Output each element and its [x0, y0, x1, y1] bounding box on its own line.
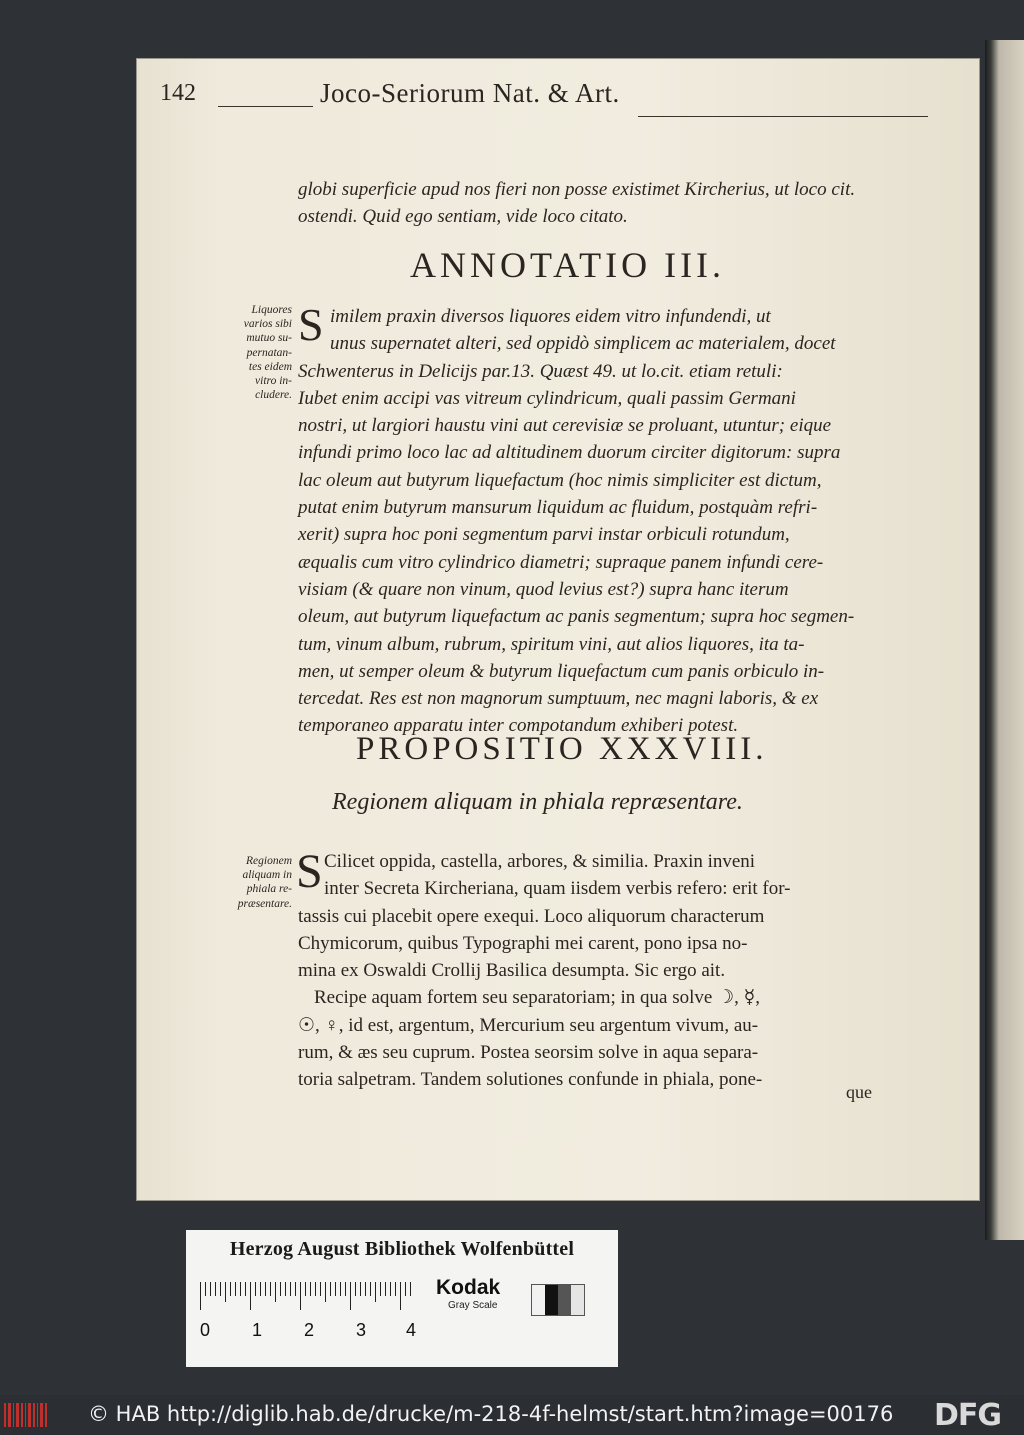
ruler-tick — [330, 1282, 331, 1296]
ruler-tick — [275, 1282, 276, 1302]
facing-page-edge — [985, 40, 1024, 1240]
text-line: infundi primo loco lac ad altitudinem duorum circiter digitorum: supra — [298, 442, 841, 464]
text-line: æqualis cum vitro cylindrico diametri; supraque panem infundi cere- — [298, 551, 824, 573]
ruler-tick — [340, 1282, 341, 1296]
ruler-tick — [290, 1282, 291, 1296]
ruler-tick — [375, 1282, 376, 1302]
text-line: Cilicet oppida, castella, arbores, & similia. Praxin inveni — [324, 851, 756, 872]
ruler-tick — [395, 1282, 396, 1296]
margin-note-regionem — [200, 854, 292, 911]
text-line: ☉, ♀, id est, argentum, Mercurium seu argentum vivum, au- — [298, 1014, 759, 1036]
ruler-tick — [230, 1282, 231, 1296]
ruler-tick — [225, 1282, 226, 1302]
subheading: Regionem aliquam in phiala repræsentare. — [332, 789, 743, 815]
propositio-first-lines — [324, 848, 910, 903]
text-line: ostendi. Quid ego sentiam, vide loco citato. — [298, 206, 628, 228]
ruler-tick — [345, 1282, 346, 1296]
ruler-tick — [265, 1282, 266, 1296]
ruler-tick — [270, 1282, 271, 1296]
page-header — [160, 80, 780, 116]
ruler-tick — [240, 1282, 241, 1296]
gray-scale-label: Gray Scale — [448, 1300, 498, 1311]
margin-line: cludere. — [255, 389, 292, 402]
ruler-tick — [400, 1282, 401, 1310]
text-line: Recipe aquam fortem seu separatoriam; in qua solve ☽, ☿, — [314, 987, 761, 1009]
text-line: imilem praxin diversos liquores eidem vitro infundendi, ut — [330, 306, 771, 327]
ruler-tick — [320, 1282, 321, 1296]
ruler-tick — [310, 1282, 311, 1296]
text-line: tercedat. Res est non magnorum sumptuum, nec magni laboris, & ex — [298, 688, 819, 710]
ruler-tick — [260, 1282, 261, 1296]
swatch — [545, 1285, 558, 1315]
ruler-tick — [350, 1282, 351, 1310]
text-line: temporaneo apparatu inter compotandum exhiberi potest. — [298, 715, 739, 737]
drop-cap-annotatio: S — [298, 299, 324, 350]
text-line: tum, vinum album, rubrum, spiritum vini, aut alios liquores, ita ta- — [298, 633, 805, 655]
margin-line: aliquam in — [242, 869, 292, 882]
ruler-tick — [200, 1282, 201, 1310]
kodak-logo: Kodak — [436, 1276, 501, 1299]
ruler-tick — [360, 1282, 361, 1296]
margin-line: præsentare. — [237, 897, 292, 910]
text-line: oleum, aut butyrum liquefactum ac panis segmentum; supra hoc segmen- — [298, 606, 855, 628]
heading-annotatio: ANNOTATIO III. — [410, 245, 726, 285]
margin-line: pernatan- — [246, 346, 292, 359]
annotatio-first-lines — [330, 303, 910, 358]
text-line: Chymicorum, quibus Typographi mei carent, pono ipsa no- — [298, 932, 748, 954]
color-card — [186, 1230, 618, 1367]
text-line: mina ex Oswaldi Crollij Basilica desumpta. Sic ergo ait. — [298, 960, 726, 982]
catchword: que — [846, 1082, 872, 1102]
margin-line: Regionem — [246, 855, 292, 867]
swatch — [532, 1285, 545, 1315]
ruler-tick — [220, 1282, 221, 1296]
header-rule-left — [218, 106, 313, 107]
text-line: rum, & æs seu cuprum. Postea seorsim solve in aqua separa- — [298, 1042, 759, 1064]
margin-line: vitro in- — [255, 375, 292, 388]
ruler-number: 4 — [406, 1320, 417, 1340]
margin-line: Liquores — [251, 304, 292, 316]
hab-barcode-icon — [4, 1401, 48, 1429]
margin-line: tes eidem — [248, 360, 292, 373]
page-number: 142 — [160, 80, 196, 106]
footer-bar — [0, 1395, 1024, 1435]
ruler-tick — [295, 1282, 296, 1296]
ruler-tick — [285, 1282, 286, 1296]
ruler-tick — [385, 1282, 386, 1296]
ruler-number: 1 — [252, 1320, 263, 1340]
swatch — [571, 1285, 584, 1315]
ruler-tick — [370, 1282, 371, 1296]
dfg-logo: DFG — [934, 1398, 1002, 1433]
text-line: Schwenterus in Delicijs par.13. Quæst 49. ut lo.cit. etiam retuli: — [298, 360, 783, 382]
ruler-tick — [410, 1282, 411, 1296]
ruler-tick — [210, 1282, 211, 1296]
drop-cap-propositio: S — [296, 845, 323, 898]
intro-paragraph — [298, 176, 908, 231]
header-rule-right — [638, 116, 928, 117]
ruler-tick — [255, 1282, 256, 1296]
ruler-tick — [315, 1282, 316, 1296]
ruler-tick — [235, 1282, 236, 1296]
ruler-tick — [325, 1282, 326, 1302]
ruler-number: 3 — [356, 1320, 367, 1340]
ruler-tick — [355, 1282, 356, 1296]
ruler-tick — [215, 1282, 216, 1296]
ruler-tick — [380, 1282, 381, 1296]
text-line: putat enim butyrum mansurum liquidum ac fluidum, postquàm refri- — [298, 497, 818, 519]
text-line: lac oleum aut butyrum liquefactum (hoc nimis simpliciter est dictum, — [298, 469, 822, 491]
ruler-tick — [245, 1282, 246, 1296]
propositio-paragraph — [298, 903, 908, 1094]
text-line: globi superficie apud nos fieri non posse existimet Kircherius, ut loco cit. — [298, 179, 856, 200]
ruler-tick — [335, 1282, 336, 1296]
text-line: xerit) supra hoc poni segmentum parvi instar orbiculi rotundum, — [298, 524, 790, 546]
text-line: inter Secreta Kircheriana, quam iisdem verbis refero: erit for- — [324, 878, 791, 900]
ruler-tick — [365, 1282, 366, 1296]
card-title: Herzog August Bibliothek Wolfenbüttel — [229, 1238, 575, 1260]
text-line: unus supernatet alteri, sed oppidò simplicem ac materialem, docet — [330, 333, 836, 355]
ruler-tick — [250, 1282, 251, 1310]
ruler-tick — [300, 1282, 301, 1310]
ruler-tick — [305, 1282, 306, 1296]
ruler-number: 2 — [304, 1320, 315, 1340]
margin-note-liquores — [200, 303, 292, 402]
ruler-tick — [280, 1282, 281, 1296]
text-line: Iubet enim accipi vas vitreum cylindricum, quali passim Germani — [298, 387, 796, 409]
text-line: visiam (& quare non vinum, quod levius est?) supra hanc iterum — [298, 578, 789, 600]
source-link[interactable]: © HAB http://diglib.hab.de/drucke/m-218-4f-helmst/start.htm?image=00176 — [88, 1402, 894, 1426]
margin-line: mutuo su- — [246, 332, 292, 345]
scale-ruler — [200, 1282, 417, 1344]
margin-line: varios sibi — [243, 318, 292, 331]
text-line: toria salpetram. Tandem solutiones confunde in phiala, pone- — [298, 1069, 763, 1091]
text-line: nostri, ut largiori haustu vini aut cerevisiæ se proluant, utuntur; eique — [298, 415, 832, 437]
running-head: Joco-Seriorum Nat. & Art. — [320, 78, 620, 108]
text-line: tassis cui placebit opere exequi. Loco aliquorum characterum — [298, 905, 765, 927]
heading-propositio: PROPOSITIO XXXVIII. — [356, 731, 768, 767]
annotatio-paragraph — [298, 358, 908, 740]
ruler-tick — [405, 1282, 406, 1296]
text-line: men, ut semper oleum & butyrum liquefactum cum panis orbiculo in- — [298, 660, 825, 682]
margin-line: phiala re- — [246, 883, 292, 896]
ruler-number: 0 — [200, 1320, 211, 1340]
ruler-tick — [390, 1282, 391, 1296]
gray-swatches — [531, 1284, 585, 1316]
ruler-tick — [205, 1282, 206, 1296]
swatch — [558, 1285, 571, 1315]
